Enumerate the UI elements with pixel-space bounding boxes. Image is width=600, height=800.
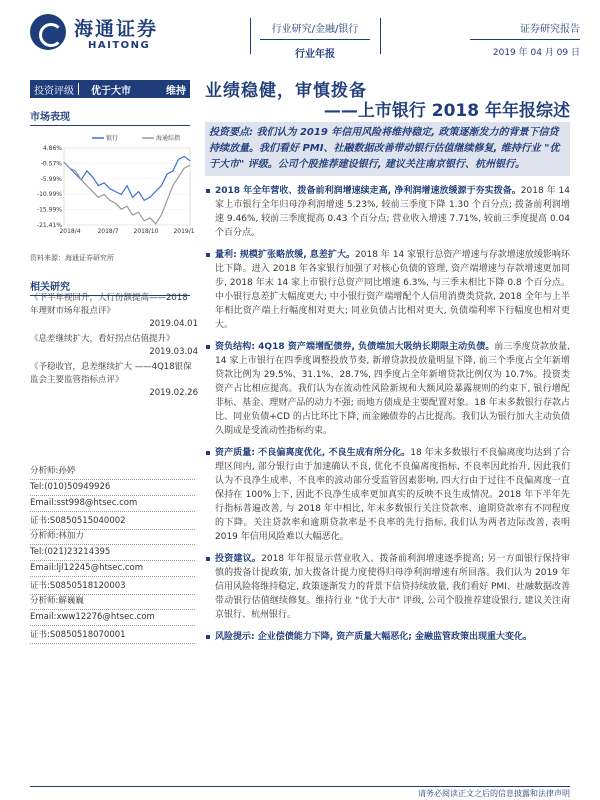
body-paragraph — [205, 248, 570, 332]
para-heading: 资负结构: 4Q18 资产端增配债券, 负债端加大吸纳长期限主动负债。 — [215, 342, 495, 352]
para-text: 2018 年 14 家上市银行全年归母净利润增速 5.23%, 较前三季度下降 1.30 个百分点; 拨备前利润增速 9.46%, 较前三季度提高 0.43 个百分点; 营业收入增速 7.71%, 较前三季度提高 0.04 个百分点。 — [215, 186, 570, 238]
rating-bar — [30, 80, 190, 98]
y-tick-label: -5.99% — [40, 175, 62, 183]
analyst-block — [30, 462, 195, 530]
y-tick-label: 4.86% — [42, 145, 62, 152]
header-doc-block — [470, 20, 580, 58]
related-reports — [30, 292, 198, 402]
body-paragraph — [205, 446, 570, 544]
chart-source: 资料来源：海通证券研究所 — [30, 254, 114, 262]
related-date: 2019.04.01 — [149, 319, 198, 329]
para-heading: 资产质量: 不良偏离度优化, 不良生成有所分化。 — [215, 448, 411, 458]
header-category-block — [260, 20, 370, 60]
body-paragraph — [205, 552, 570, 622]
para-text: 2018 年年报显示营业收入、拨备前利润增速逐季提高; 另一方面银行保持审慎的拨备计提政策, 加大拨备计提力度使得归母净利润增速有所回落。我们认为 2019 年信用风险将维持稳定, 政策逐渐发力的背景下信贷持续放量, 我们看好 PMI、社融数据改善带动银行估值继续修复。维持行业 "优于大市" 评级, 公司个股推荐建设银行, 建议关注南京银行、杭州银行。 — [215, 554, 570, 620]
related-heading: 相关研究 — [30, 278, 190, 296]
page-header — [0, 0, 600, 70]
rating-separator — [78, 83, 87, 95]
x-tick-label: 2018/7 — [97, 228, 119, 235]
para-heading: 投资建议。 — [215, 554, 262, 564]
para-heading: 2018 年全年营收、拨备前利润增速续走高, 净利润增速放缓源于夯实拨备。 — [215, 186, 521, 196]
body-paragraph — [205, 630, 570, 644]
body-paragraph — [205, 184, 570, 240]
y-tick-label: -21.41% — [36, 222, 62, 229]
x-tick-label: 2019/1 — [173, 228, 195, 235]
market-chart — [30, 130, 195, 235]
related-date: 2019.02.26 — [149, 388, 198, 398]
rating-label: 投资评级 — [34, 85, 74, 97]
para-text: 18 年末多数银行不良偏离度均达到了合理区间内, 部分银行由于加速确认不良, 优化不良偏离度指标, 不良率因此抬升, 因此我们认为不良净生成率、不良率的波动部分受监管因素影响, 四大行由于过往不良偏离度一直保持在 100%上下, 因此不良净生成率更加真实的反映不良生成情况。2018 年下半年先行指标普遍改善, 与 2018 年中相比, 年末多数银行关注贷款率、逾期贷款率有不同程度的下降。关注贷款率和逾期贷款率是不良率的先行指标, 我们认为两者边际改善, 表明 2019 年信用风险难以大幅恶化。 — [215, 448, 570, 542]
header-divider — [250, 18, 251, 54]
header-date: 2019 年 04 月 09 日 — [492, 48, 580, 58]
market-heading: 市场表现 — [30, 108, 190, 126]
main-content — [205, 122, 570, 644]
report-title: 业绩稳健，审慎拨备 — [205, 81, 367, 101]
logo-icon — [30, 14, 66, 50]
related-item[interactable] — [30, 292, 198, 331]
logo-en: HAITONG — [88, 40, 151, 51]
related-text: 《息差继续扩大，看好拐点估值提升》 — [30, 334, 175, 344]
analyst-tel: Tel:(010)50949926 — [30, 480, 195, 496]
footer-divider — [30, 786, 570, 787]
haitong-logo — [30, 14, 180, 54]
analyst-email[interactable]: Email:sst998@htsec.com — [30, 496, 195, 512]
para-text: 2018 年 14 家银行总资产增速与存款增速放缓影响环比下降。进入 2018 年各家银行加强了对核心负债的管理, 资产端增速与存款增速更加同步, 2018 年末 14 家上市银行总资产同比增速 6.3%, 与三季末相比下降 0.8 个百分点。中小银行息差扩大幅度更大; 中小银行资产端增配个人信用消费类贷款, 2018 全年与上半年相比资产端上行幅度相对更大; 同业负债占比相对更大, 负债端利率下行幅度也相对更大。 — [215, 250, 570, 330]
header-category: 行业研究/金融/银行 — [260, 20, 370, 40]
related-date: 2019.03.04 — [149, 347, 198, 357]
y-tick-label: -15.99% — [36, 206, 62, 214]
x-tick-label: 2018/10 — [133, 228, 159, 235]
related-text: 《予稳收官，息差继续扩大 ——4Q18银保监会主要监管指标点评》 — [30, 362, 192, 385]
analyst-email[interactable]: Email:ljl12245@htsec.com — [30, 561, 195, 577]
header-doc-type: 证券研究报告 — [470, 20, 580, 40]
analyst-cert: 证书:S0850518070001 — [30, 626, 195, 644]
analyst-cert: 证书:S0850515040002 — [30, 512, 195, 530]
analyst-tel: Tel:(021)23214395 — [30, 545, 195, 561]
analyst-block — [30, 527, 195, 595]
analyst-name: 分析师:孙婷 — [30, 462, 195, 480]
para-heading: 风险提示: 企业偿债能力下降, 资产质量大幅恶化; 金融监管政策出现重大变化。 — [215, 632, 533, 642]
body-paragraph — [205, 340, 570, 438]
para-heading: 量利: 规模扩张略放缓, 息差扩大。 — [215, 250, 356, 260]
rating-trend: 维持 — [166, 85, 186, 97]
series-line — [64, 156, 190, 200]
logo-cn: 海通证券 — [74, 18, 159, 40]
header-report-type: 行业年报 — [295, 49, 335, 60]
y-tick-label: -10.99% — [36, 191, 62, 199]
analyst-email[interactable]: Email:xww12276@htsec.com — [30, 610, 195, 626]
legend-label: 银行 — [106, 135, 119, 142]
rating-value: 优于大市 — [91, 85, 131, 97]
footer-disclaimer: 请务必阅读正文之后的信息披露和法律声明 — [418, 789, 570, 798]
para-text: 前三季度贷款放量, 14 家上市银行在四季度调整投放节奏, 新增贷款投放量明显下降, 前三个季度占全年新增贷款比例为 29.5%、31.1%、28.7%, 四季度占全年新增贷款比例仅为 10.7%。投资类资产占比相应提高。我们认为在流动性风险新规和大额风险暴露规则的约束下, 银行增配非标、基金、理财产品的动力不强; 而地方债成是主要配置对象。18 年末多数银行存款占比、同业负债+CD 的占比环比下降, 而金融债券的占比提高。我们认为银行加大主动负债久期成是受流动性指标约束。 — [215, 342, 570, 436]
related-text: 《下半年视回升，大行份额提高——2018 年理财市场年报点评》 — [30, 293, 188, 316]
analyst-name: 分析师:林加力 — [30, 527, 195, 545]
report-subtitle: ——上市银行 2018 年年报综述 — [323, 101, 570, 121]
key-points: 投资要点: 我们认为 2019 年信用风险将维持稳定, 政策逐渐发力的背景下信贷持续放量。我们看好 PMI、社融数据改善带动银行估值继续修复, 维持行业 "优于大市" 评级。公司个股推荐建设银行, 建议关注南京银行、杭州银行。 — [205, 122, 570, 176]
analyst-block — [30, 592, 195, 644]
analyst-name: 分析师:解巍巍 — [30, 592, 195, 610]
related-item[interactable] — [30, 333, 198, 359]
legend-label: 海通综指 — [156, 135, 181, 142]
market-chart-svg — [30, 130, 195, 235]
related-item[interactable] — [30, 361, 198, 400]
y-tick-label: -0.57% — [40, 160, 62, 168]
x-tick-label: 2018/4 — [59, 228, 81, 235]
header-divider — [380, 18, 381, 54]
analyst-cert: 证书:S0850518120003 — [30, 577, 195, 595]
